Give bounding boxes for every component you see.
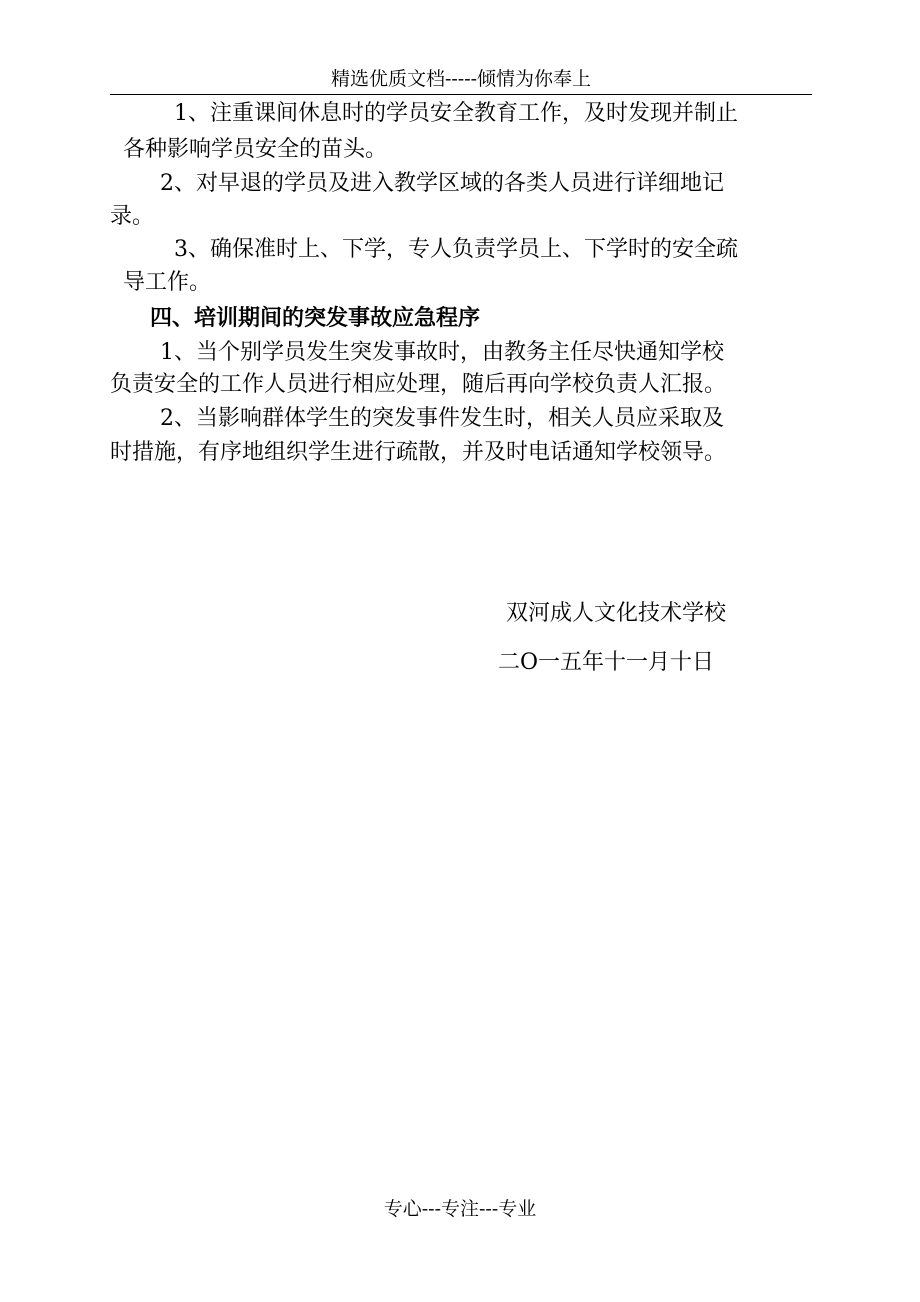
section-heading-text: 四、培训期间的突发事故应急程序 xyxy=(150,305,481,331)
paragraph-line: 各种影响学员安全的苗头。 xyxy=(123,137,388,162)
paragraph-line: 3、确保准时上、下学，专人负责学员上、下学时的安全疏 xyxy=(174,237,738,262)
page-footer: 专心---专注---专业 xyxy=(383,1198,537,1220)
paragraph-line: 1、当个别学员发生突发事故时，由教务主任尽快通知学校 xyxy=(160,340,724,365)
paragraph-line: 负责安全的工作人员进行相应处理，随后再向学校负责人汇报。 xyxy=(110,372,727,397)
signature-organization: 双河成人文化技术学校 xyxy=(506,601,727,626)
paragraph-line: 录。 xyxy=(110,204,155,229)
page-header: 精选优质文档-----倾情为你奉上 xyxy=(330,68,592,90)
paragraph-line: 时措施，有序地组织学生进行疏散，并及时电话通知学校领导。 xyxy=(110,440,727,465)
paragraph-line: 1、注重课间休息时的学员安全教育工作，及时发现并制止 xyxy=(174,101,738,126)
signature-date: 二O一五年十一月十日 xyxy=(498,650,715,675)
paragraph-line: 2、对早退的学员及进入教学区域的各类人员进行详细地记 xyxy=(160,171,724,196)
paragraph-line: 2、当影响群体学生的突发事件发生时，相关人员应采取及 xyxy=(160,406,724,431)
paragraph-line: 导工作。 xyxy=(123,270,212,295)
header-divider xyxy=(110,94,812,95)
